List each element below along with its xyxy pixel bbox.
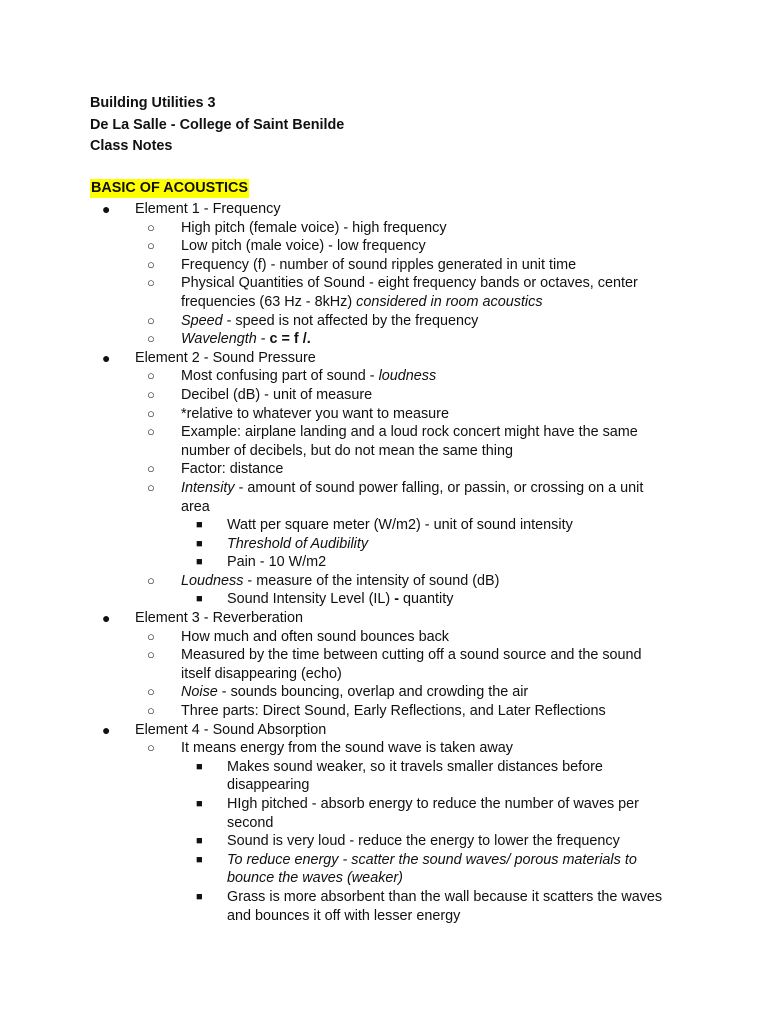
item-text: - [256, 331, 270, 348]
item-text: Watt per square meter (W/m2) - unit of sound intensity [227, 517, 573, 534]
bullet-level3-icon: ■ [196, 798, 203, 810]
bullet-level1-icon: ● [102, 349, 111, 366]
item-text: Measured by the time between cutting off a sound source and the sound itself disappearing (echo) [181, 647, 642, 682]
element-title: Element 4 - Sound Absorption [135, 721, 327, 738]
item-text: - speed is not affected by the frequency [222, 312, 479, 329]
list-item [0, 256, 768, 275]
sub-list-item [0, 795, 768, 832]
bullet-level2-icon: ○ [147, 405, 155, 421]
section-heading: BASIC OF ACOUSTICS [91, 180, 248, 196]
list-item [0, 460, 768, 479]
item-text: - measure of the intensity of sound (dB) [243, 572, 500, 589]
bullet-level3-icon: ■ [196, 519, 203, 532]
notes-outline [0, 200, 768, 925]
element-heading [0, 349, 768, 368]
bullet-level2-icon: ○ [147, 740, 155, 756]
list-item [0, 405, 768, 424]
item-text: Grass is more absorbent than the wall because it scatters the waves and bounces it off with lesser energy [227, 888, 663, 924]
list-item [0, 683, 768, 702]
list-item [0, 367, 768, 386]
item-term: Intensity [181, 479, 235, 496]
sub-list-item [0, 758, 768, 795]
bullet-level2-icon: ○ [147, 238, 155, 254]
sub-list-item [0, 535, 768, 554]
bullet-level3-icon: ■ [196, 890, 203, 903]
item-term: Wavelength [181, 331, 257, 348]
bullet-level3-icon: ■ [196, 556, 203, 569]
school-name: De La Salle - College of Saint Benilde [90, 116, 345, 133]
item-text: quantity [398, 591, 454, 608]
list-item [0, 479, 768, 516]
element-heading [0, 200, 768, 219]
item-emphasis: loudness [378, 368, 437, 385]
bullet-level2-icon: ○ [147, 219, 155, 235]
bullet-level2-icon: ○ [147, 647, 155, 663]
list-item [0, 646, 768, 683]
document-header [90, 93, 344, 158]
item-text: Decibel (dB) - unit of measure [181, 386, 373, 403]
list-item [0, 739, 768, 758]
bullet-level2-icon: ○ [147, 461, 155, 477]
sub-list-item [0, 516, 768, 535]
element-heading [0, 609, 768, 628]
element-heading [0, 721, 768, 740]
item-text: Sound Intensity Level (IL) [227, 591, 395, 608]
item-text: - amount of sound power falling, or passin, or crossing on a unit area [181, 479, 644, 515]
bullet-level3-icon: ■ [196, 760, 203, 773]
element-title: Element 2 - Sound Pressure [135, 349, 316, 366]
sub-list-item [0, 851, 768, 888]
bullet-level2-icon: ○ [147, 368, 155, 384]
item-emphasis: To reduce energy - scatter the sound waves/ porous materials to bounce the waves (weaker) [227, 851, 637, 887]
item-text: HIgh pitched - absorb energy to reduce the number of waves per second [227, 796, 639, 831]
item-text: - sounds bouncing, overlap and crowding the air [217, 684, 529, 701]
element-title: Element 1 - Frequency [135, 201, 281, 217]
bullet-level2-icon: ○ [147, 386, 155, 402]
item-text: It means energy from the sound wave is taken away [181, 740, 513, 757]
bullet-level2-icon: ○ [147, 275, 155, 291]
item-term: Loudness [181, 572, 244, 589]
item-strong: - [394, 591, 399, 608]
course-title: Building Utilities 3 [90, 95, 216, 111]
item-text: Low pitch (male voice) - low frequency [181, 238, 426, 255]
list-item [0, 330, 768, 349]
item-text: Pain - 10 W/m2 [227, 554, 327, 571]
item-text: Factor: distance [181, 461, 284, 478]
item-term: Noise [181, 684, 218, 701]
bullet-level2-icon: ○ [147, 628, 155, 644]
bullet-level2-icon: ○ [147, 256, 155, 272]
bullet-level2-icon: ○ [147, 312, 155, 328]
item-text: *relative to whatever you want to measure [181, 405, 449, 422]
item-strong: c = f /. [269, 331, 311, 348]
list-item [0, 702, 768, 721]
item-text: Physical Quantities of Sound - eight frequency bands or octaves, center frequencies (63 Hz - 8kHz) [181, 275, 638, 310]
item-emphasis: considered in room acoustics [356, 293, 543, 310]
bullet-level2-icon: ○ [147, 331, 155, 347]
sub-list-item [0, 888, 768, 925]
bullet-level1-icon: ● [102, 610, 111, 627]
list-item [0, 386, 768, 405]
element-title: Element 3 - Reverberation [135, 610, 303, 627]
item-text: Makes sound weaker, so it travels smaller distances before disappearing [227, 758, 603, 794]
list-item [0, 219, 768, 238]
list-item [0, 628, 768, 647]
sub-list-item [0, 590, 768, 609]
bullet-level3-icon: ■ [196, 853, 203, 866]
bullet-level2-icon: ○ [147, 684, 155, 700]
list-item [0, 572, 768, 591]
list-item [0, 312, 768, 331]
bullet-level3-icon: ■ [196, 537, 203, 550]
bullet-level3-icon: ■ [196, 835, 203, 848]
item-text: Example: airplane landing and a loud rock concert might have the same number of decibels, but do not mean the same thing [181, 424, 638, 459]
item-text: Most confusing part of sound - [181, 368, 379, 385]
list-item [0, 237, 768, 256]
bullet-level2-icon: ○ [147, 424, 155, 440]
document-type: Class Notes [90, 138, 173, 154]
bullet-level1-icon: ● [102, 721, 111, 738]
sub-list-item [0, 832, 768, 851]
bullet-level3-icon: ■ [196, 593, 203, 606]
list-item [0, 274, 768, 311]
list-item [0, 423, 768, 460]
item-text: Frequency (f) - number of sound ripples generated in unit time [181, 256, 577, 273]
item-text: How much and often sound bounces back [181, 628, 449, 645]
sub-list-item [0, 553, 768, 572]
item-text: High pitch (female voice) - high frequency [181, 219, 447, 236]
item-term: Speed [181, 312, 223, 329]
bullet-level2-icon: ○ [147, 572, 155, 588]
bullet-level1-icon: ● [102, 201, 111, 217]
item-text: Sound is very loud - reduce the energy to lower the frequency [227, 833, 620, 850]
bullet-level2-icon: ○ [147, 703, 155, 719]
item-emphasis: Threshold of Audibility [227, 535, 369, 552]
item-text: Three parts: Direct Sound, Early Reflections, and Later Reflections [181, 703, 606, 720]
bullet-level2-icon: ○ [147, 479, 155, 495]
